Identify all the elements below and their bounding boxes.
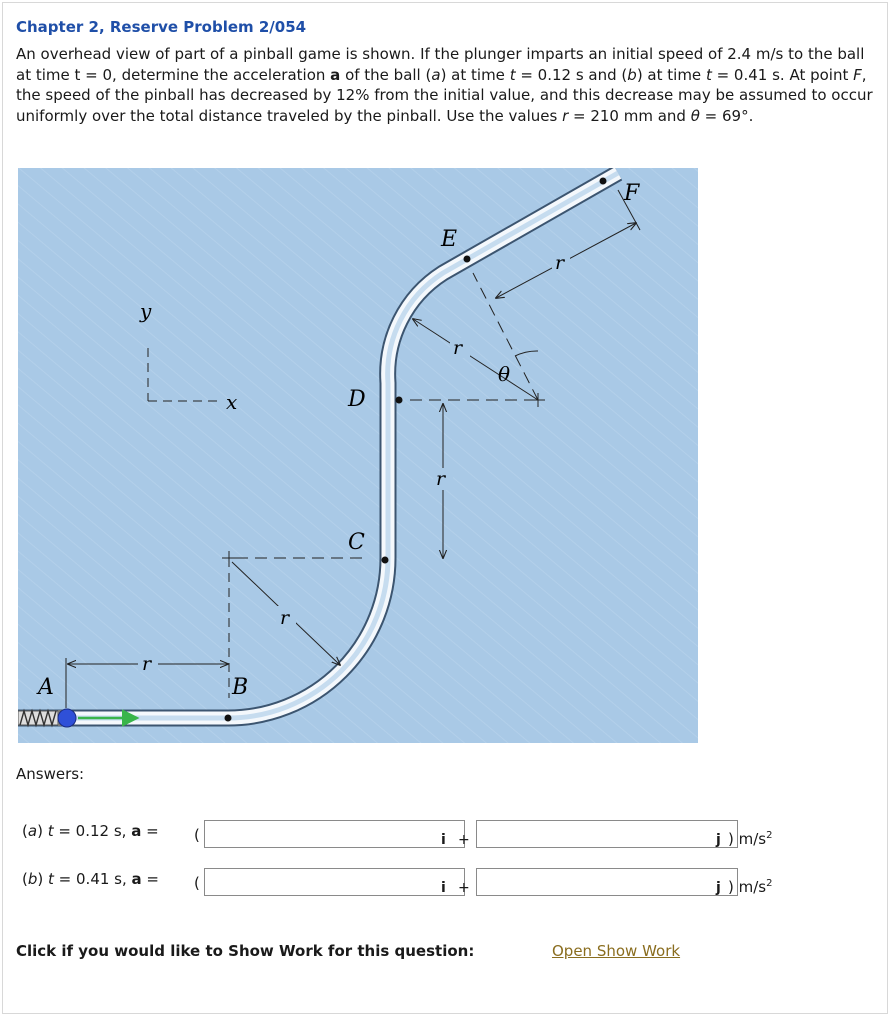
problem-statement: An overhead view of part of a pinball game is shown. If the plunger imparts an initial speed of 2.4 m/s to the ball at time t = 0, determine the acceleration a of the ball (a) at time t = 0.12 s and (b) at time t = 0.41 s. At point F, the speed of the pinball has decreased by 12% from the initial value, and this decrease may be assumed to occur uniformly over the total distance traveled by the pinball. Use the values r = 210 mm and θ = 69°. — [16, 45, 873, 125]
point-label-E: E — [441, 227, 458, 252]
pinball-figure — [18, 168, 698, 743]
dim-label-r-ef: r — [555, 252, 565, 274]
point-label-B: B — [232, 675, 249, 700]
point-label-D: D — [348, 387, 366, 412]
problem-title: Chapter 2, Reserve Problem 2/054 — [16, 18, 307, 36]
pinball-ball — [58, 709, 76, 727]
dim-label-r-arc: r — [280, 607, 290, 629]
point-label-F: F — [624, 181, 640, 206]
open-show-work-link[interactable]: Open Show Work — [552, 942, 681, 960]
answer-label-a: (a) t = 0.12 s, a = — [22, 822, 159, 840]
answer-label-b: (b) t = 0.41 s, a = — [22, 870, 159, 888]
angle-label-theta: θ — [498, 362, 511, 386]
point-label-C: C — [348, 530, 365, 555]
plunger-spring-icon — [18, 710, 63, 726]
show-work-prompt: Click if you would like to Show Work for this question: — [16, 942, 475, 960]
axis-label-x: x — [226, 390, 238, 414]
answer-a-j-input[interactable] — [476, 820, 738, 848]
answer-a-i-input[interactable] — [204, 820, 465, 848]
answer-b-i-input[interactable] — [204, 868, 465, 896]
dim-label-r-upper: r — [453, 337, 463, 359]
answers-heading: Answers: — [16, 765, 85, 783]
answer-b-j-input[interactable] — [476, 868, 738, 896]
point-label-A: A — [38, 675, 54, 700]
axis-label-y: y — [140, 299, 152, 323]
dim-label-r-ab: r — [142, 653, 152, 675]
dim-label-r-cd: r — [436, 468, 446, 490]
